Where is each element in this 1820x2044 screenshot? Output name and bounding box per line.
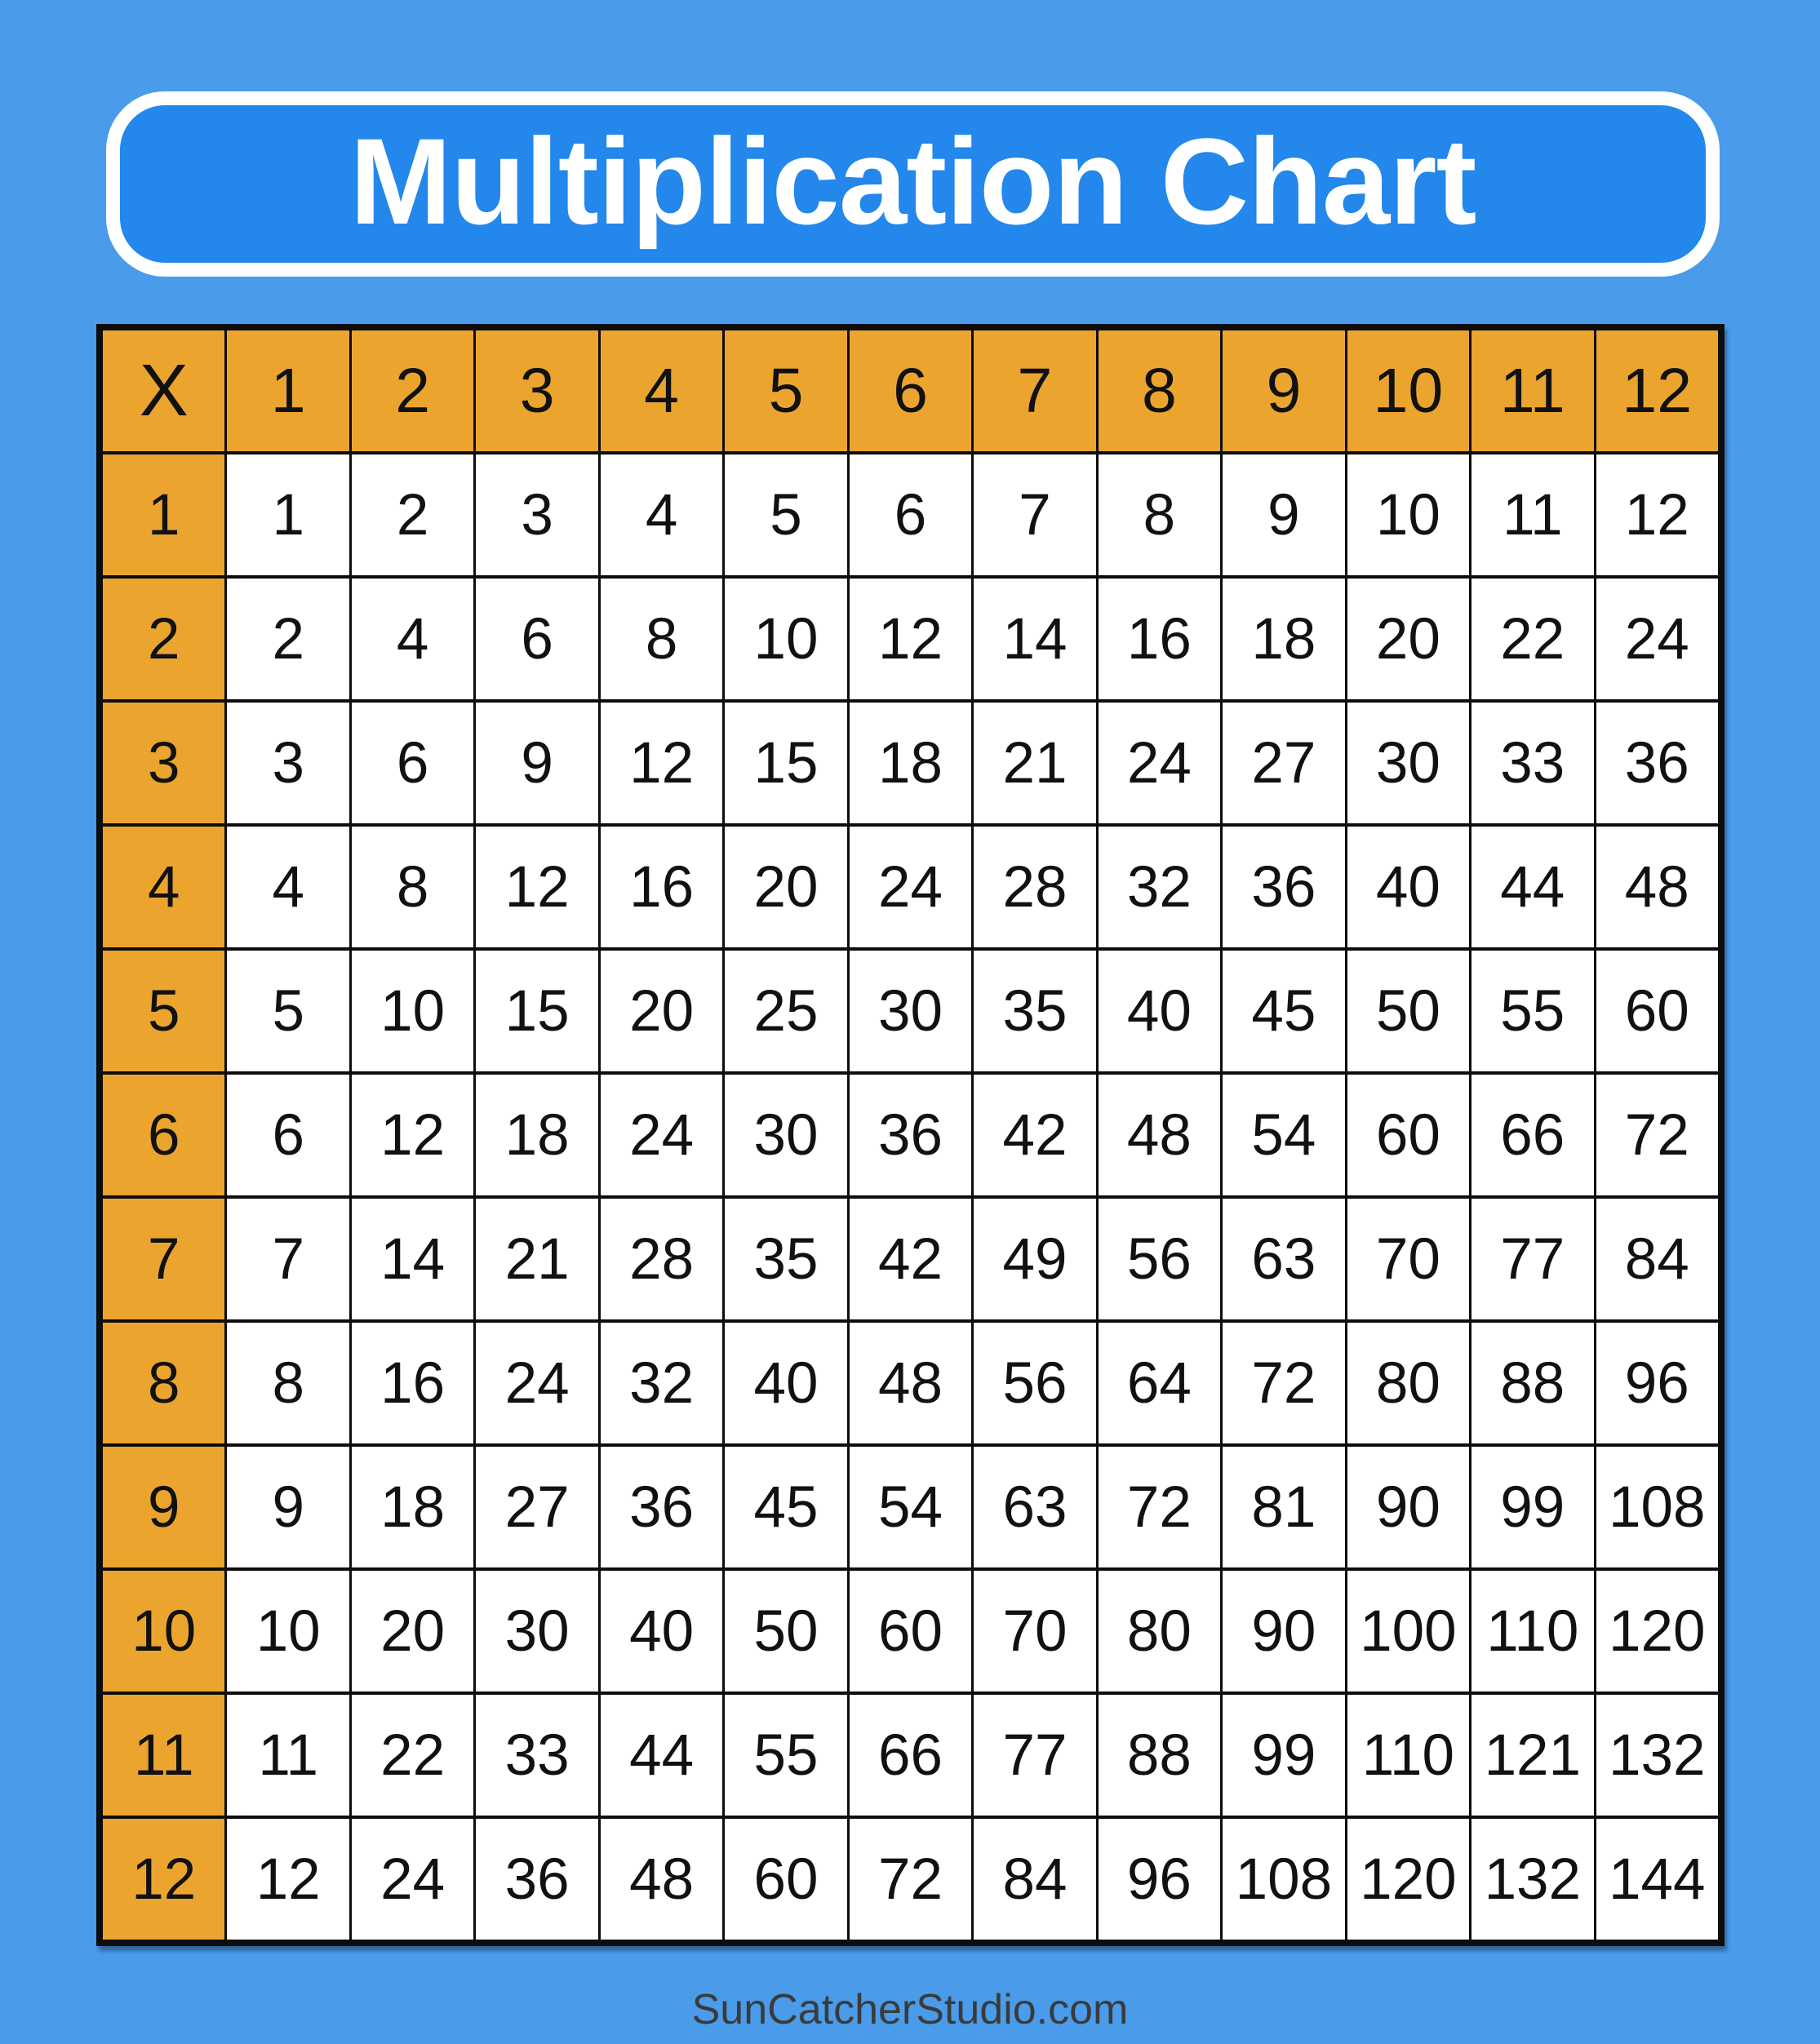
value-cell: 30 [1347, 703, 1469, 823]
value-cell: 15 [725, 703, 846, 823]
value-cell: 18 [476, 1075, 597, 1195]
value-cell: 10 [1347, 454, 1469, 575]
value-cell: 80 [1347, 1323, 1469, 1443]
value-cell: 9 [476, 703, 597, 823]
value-cell: 10 [725, 579, 846, 699]
value-cell: 12 [601, 703, 722, 823]
value-cell: 50 [1347, 951, 1469, 1071]
row-header-cell: 8 [103, 1323, 224, 1443]
value-cell: 70 [974, 1571, 1095, 1692]
value-cell: 8 [352, 827, 473, 947]
value-cell: 24 [352, 1819, 473, 1940]
value-cell: 30 [476, 1571, 597, 1692]
value-cell: 40 [1347, 827, 1469, 947]
value-cell: 56 [1099, 1199, 1220, 1319]
value-cell: 18 [850, 703, 971, 823]
value-cell: 20 [352, 1571, 473, 1692]
column-header-cell: 7 [974, 330, 1095, 451]
footer-credit: SunCatcherStudio.com [691, 1986, 1129, 2033]
value-cell: 14 [974, 579, 1095, 699]
value-cell: 7 [974, 454, 1095, 575]
value-cell: 54 [1223, 1075, 1344, 1195]
value-cell: 120 [1347, 1819, 1469, 1940]
value-cell: 4 [352, 579, 473, 699]
row-header-cell: 3 [103, 703, 224, 823]
value-cell: 12 [476, 827, 597, 947]
value-cell: 18 [352, 1447, 473, 1567]
value-cell: 49 [974, 1199, 1095, 1319]
value-cell: 132 [1472, 1819, 1593, 1940]
value-cell: 35 [725, 1199, 846, 1319]
value-cell: 16 [1099, 579, 1220, 699]
value-cell: 6 [352, 703, 473, 823]
value-cell: 28 [974, 827, 1095, 947]
value-cell: 32 [601, 1323, 722, 1443]
value-cell: 20 [725, 827, 846, 947]
value-cell: 25 [725, 951, 846, 1071]
value-cell: 45 [1223, 951, 1344, 1071]
value-cell: 9 [227, 1447, 348, 1567]
row-header-cell: 7 [103, 1199, 224, 1319]
row-header-cell: 6 [103, 1075, 224, 1195]
value-cell: 33 [1472, 703, 1593, 823]
value-cell: 22 [352, 1695, 473, 1816]
value-cell: 27 [1223, 703, 1344, 823]
value-cell: 60 [725, 1819, 846, 1940]
value-cell: 32 [1099, 827, 1220, 947]
column-header-cell: 12 [1596, 330, 1718, 451]
column-header-cell: 5 [725, 330, 846, 451]
value-cell: 55 [725, 1695, 846, 1816]
value-cell: 33 [476, 1695, 597, 1816]
value-cell: 18 [1223, 579, 1344, 699]
value-cell: 63 [1223, 1199, 1344, 1319]
row-header-cell: 12 [103, 1819, 224, 1940]
value-cell: 96 [1596, 1323, 1718, 1443]
row-header-cell: 10 [103, 1571, 224, 1692]
value-cell: 42 [974, 1075, 1095, 1195]
value-cell: 77 [1472, 1199, 1593, 1319]
value-cell: 30 [850, 951, 971, 1071]
value-cell: 48 [601, 1819, 722, 1940]
value-cell: 36 [1223, 827, 1344, 947]
value-cell: 9 [1223, 454, 1344, 575]
value-cell: 60 [850, 1571, 971, 1692]
value-cell: 28 [601, 1199, 722, 1319]
value-cell: 60 [1347, 1075, 1469, 1195]
value-cell: 66 [1472, 1075, 1593, 1195]
value-cell: 36 [476, 1819, 597, 1940]
row-header-cell: 1 [103, 454, 224, 575]
value-cell: 88 [1472, 1323, 1593, 1443]
value-cell: 110 [1472, 1571, 1593, 1692]
value-cell: 36 [850, 1075, 971, 1195]
row-header-cell: 5 [103, 951, 224, 1071]
page-title: Multiplication Chart [349, 112, 1476, 250]
value-cell: 144 [1596, 1819, 1718, 1940]
multiplication-table [96, 324, 1725, 1946]
value-cell: 4 [227, 827, 348, 947]
value-cell: 30 [725, 1075, 846, 1195]
value-cell: 6 [850, 454, 971, 575]
value-cell: 64 [1099, 1323, 1220, 1443]
value-cell: 36 [1596, 703, 1718, 823]
value-cell: 12 [352, 1075, 473, 1195]
value-cell: 110 [1347, 1695, 1469, 1816]
column-header-cell: 8 [1099, 330, 1220, 451]
value-cell: 3 [476, 454, 597, 575]
value-cell: 12 [850, 579, 971, 699]
value-cell: 99 [1223, 1695, 1344, 1816]
value-cell: 70 [1347, 1199, 1469, 1319]
value-cell: 24 [1596, 579, 1718, 699]
value-cell: 45 [725, 1447, 846, 1567]
value-cell: 81 [1223, 1447, 1344, 1567]
row-header-cell: 9 [103, 1447, 224, 1567]
value-cell: 12 [1596, 454, 1718, 575]
column-header-cell: 9 [1223, 330, 1344, 451]
value-cell: 88 [1099, 1695, 1220, 1816]
column-header-cell: 3 [476, 330, 597, 451]
value-cell: 99 [1472, 1447, 1593, 1567]
value-cell: 10 [227, 1571, 348, 1692]
value-cell: 72 [1099, 1447, 1220, 1567]
row-header-cell: 4 [103, 827, 224, 947]
value-cell: 3 [227, 703, 348, 823]
value-cell: 5 [227, 951, 348, 1071]
value-cell: 2 [227, 579, 348, 699]
value-cell: 90 [1223, 1571, 1344, 1692]
value-cell: 10 [352, 951, 473, 1071]
column-header-cell: 2 [352, 330, 473, 451]
value-cell: 24 [476, 1323, 597, 1443]
column-header-cell: 10 [1347, 330, 1469, 451]
value-cell: 48 [1596, 827, 1718, 947]
value-cell: 132 [1596, 1695, 1718, 1816]
value-cell: 108 [1223, 1819, 1344, 1940]
value-cell: 44 [1472, 827, 1593, 947]
value-cell: 48 [1099, 1075, 1220, 1195]
value-cell: 6 [476, 579, 597, 699]
value-cell: 42 [850, 1199, 971, 1319]
value-cell: 120 [1596, 1571, 1718, 1692]
value-cell: 14 [352, 1199, 473, 1319]
value-cell: 11 [1472, 454, 1593, 575]
value-cell: 100 [1347, 1571, 1469, 1692]
value-cell: 108 [1596, 1447, 1718, 1567]
value-cell: 48 [850, 1323, 971, 1443]
column-header-cell: 6 [850, 330, 971, 451]
value-cell: 24 [601, 1075, 722, 1195]
value-cell: 8 [601, 579, 722, 699]
title-banner [106, 91, 1720, 277]
row-header-cell: 2 [103, 579, 224, 699]
value-cell: 4 [601, 454, 722, 575]
value-cell: 84 [1596, 1199, 1718, 1319]
row-header-cell: 11 [103, 1695, 224, 1816]
value-cell: 21 [974, 703, 1095, 823]
value-cell: 11 [227, 1695, 348, 1816]
value-cell: 72 [1596, 1075, 1718, 1195]
value-cell: 40 [1099, 951, 1220, 1071]
value-cell: 36 [601, 1447, 722, 1567]
value-cell: 16 [352, 1323, 473, 1443]
value-cell: 16 [601, 827, 722, 947]
value-cell: 121 [1472, 1695, 1593, 1816]
column-header-cell: 1 [227, 330, 348, 451]
value-cell: 24 [1099, 703, 1220, 823]
value-cell: 63 [974, 1447, 1095, 1567]
value-cell: 50 [725, 1571, 846, 1692]
value-cell: 35 [974, 951, 1095, 1071]
value-cell: 72 [850, 1819, 971, 1940]
value-cell: 84 [974, 1819, 1095, 1940]
value-cell: 21 [476, 1199, 597, 1319]
corner-header-cell: X [103, 330, 224, 451]
value-cell: 40 [725, 1323, 846, 1443]
value-cell: 80 [1099, 1571, 1220, 1692]
value-cell: 44 [601, 1695, 722, 1816]
value-cell: 5 [725, 454, 846, 575]
value-cell: 72 [1223, 1323, 1344, 1443]
value-cell: 27 [476, 1447, 597, 1567]
value-cell: 6 [227, 1075, 348, 1195]
multiplication-grid [103, 330, 1718, 1940]
value-cell: 54 [850, 1447, 971, 1567]
value-cell: 22 [1472, 579, 1593, 699]
value-cell: 55 [1472, 951, 1593, 1071]
value-cell: 77 [974, 1695, 1095, 1816]
value-cell: 20 [1347, 579, 1469, 699]
value-cell: 40 [601, 1571, 722, 1692]
column-header-cell: 4 [601, 330, 722, 451]
value-cell: 2 [352, 454, 473, 575]
value-cell: 24 [850, 827, 971, 947]
value-cell: 8 [1099, 454, 1220, 575]
value-cell: 12 [227, 1819, 348, 1940]
value-cell: 56 [974, 1323, 1095, 1443]
value-cell: 15 [476, 951, 597, 1071]
value-cell: 20 [601, 951, 722, 1071]
value-cell: 90 [1347, 1447, 1469, 1567]
value-cell: 96 [1099, 1819, 1220, 1940]
value-cell: 60 [1596, 951, 1718, 1071]
column-header-cell: 11 [1472, 330, 1593, 451]
value-cell: 66 [850, 1695, 971, 1816]
value-cell: 1 [227, 454, 348, 575]
value-cell: 8 [227, 1323, 348, 1443]
value-cell: 7 [227, 1199, 348, 1319]
